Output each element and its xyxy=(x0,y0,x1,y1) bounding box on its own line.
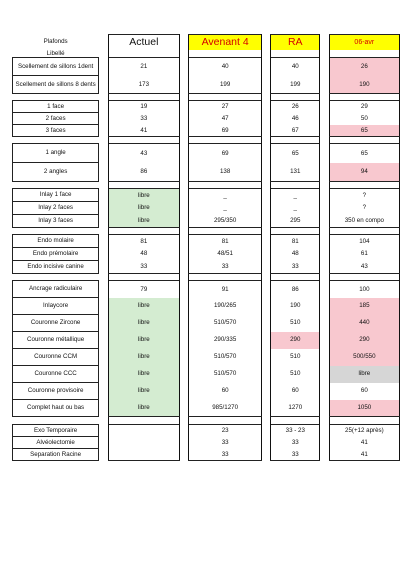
avenant4-cell: 33 xyxy=(189,449,261,461)
date-cell: 29 xyxy=(329,101,399,113)
row-label: 1 face xyxy=(13,101,99,113)
ra-cell: 65 xyxy=(271,144,320,163)
avenant4-cell: 199 xyxy=(189,76,261,94)
actuel-cell: 86 xyxy=(108,163,180,182)
date-cell: 290 xyxy=(329,332,399,349)
date-cell: 61 xyxy=(329,248,399,261)
ra-cell: 33 xyxy=(271,449,320,461)
actuel-cell xyxy=(108,449,180,461)
row-label: 2 faces xyxy=(13,113,99,125)
avenant4-cell: 81 xyxy=(189,235,261,248)
actuel-cell: libre xyxy=(108,189,180,202)
actuel-cell: 33 xyxy=(108,261,180,274)
tariff-table xyxy=(12,34,400,461)
row-label: Couronne provisoire xyxy=(13,383,99,400)
ra-cell: 510 xyxy=(271,366,320,383)
row-label: 1 angle xyxy=(13,144,99,163)
row-label: Couronne Zircone xyxy=(13,315,99,332)
ra-cell: _ xyxy=(271,202,320,215)
tariff-sheet xyxy=(12,34,400,461)
avenant4-cell: _ xyxy=(189,202,261,215)
avenant4-cell: 290/335 xyxy=(189,332,261,349)
row-label: 3 faces xyxy=(13,125,99,137)
date-cell: 500/550 xyxy=(329,349,399,366)
actuel-cell: libre xyxy=(108,202,180,215)
actuel-cell: 19 xyxy=(108,101,180,113)
row-label: Inlay 1 face xyxy=(13,189,99,202)
ra-cell: 33 xyxy=(271,261,320,274)
row-label: Inlay 3 faces xyxy=(13,215,99,228)
date-cell: 26 xyxy=(329,58,399,76)
actuel-cell: libre xyxy=(108,315,180,332)
row-label: Separation Racine xyxy=(13,449,99,461)
row-label: Endo prémolaire xyxy=(13,248,99,261)
date-cell: ? xyxy=(329,202,399,215)
ra-cell: 199 xyxy=(271,76,320,94)
avenant4-cell: 91 xyxy=(189,281,261,298)
actuel-cell xyxy=(108,437,180,449)
ra-cell: 33 - 23 xyxy=(271,425,320,437)
row-label: Endo incisive canine xyxy=(13,261,99,274)
date-cell: 94 xyxy=(329,163,399,182)
date-cell: 60 xyxy=(329,383,399,400)
actuel-header: Actuel xyxy=(108,35,180,50)
date-cell: 185 xyxy=(329,298,399,315)
avenant4-cell: 23 xyxy=(189,425,261,437)
avenant4-cell: 295/350 xyxy=(189,215,261,228)
row-label: Couronne CCC xyxy=(13,366,99,383)
date-cell: 41 xyxy=(329,449,399,461)
date-cell: 104 xyxy=(329,235,399,248)
avenant4-cell: _ xyxy=(189,189,261,202)
avenant4-header: Avenant 4 xyxy=(189,35,261,50)
avenant4-cell: 60 xyxy=(189,383,261,400)
avenant4-cell: 69 xyxy=(189,144,261,163)
date-cell: 50 xyxy=(329,113,399,125)
ra-cell: 46 xyxy=(271,113,320,125)
ra-cell: _ xyxy=(271,189,320,202)
date-cell: 190 xyxy=(329,76,399,94)
actuel-cell: libre xyxy=(108,366,180,383)
avenant4-cell: 510/570 xyxy=(189,366,261,383)
actuel-cell: libre xyxy=(108,383,180,400)
ra-cell: 67 xyxy=(271,125,320,137)
ra-cell: 26 xyxy=(271,101,320,113)
ra-cell: 510 xyxy=(271,315,320,332)
row-label: Endo molaire xyxy=(13,235,99,248)
date-cell: 25(+12 après) xyxy=(329,425,399,437)
ra-cell: 48 xyxy=(271,248,320,261)
actuel-cell: libre xyxy=(108,332,180,349)
avenant4-cell: 190/265 xyxy=(189,298,261,315)
actuel-cell: libre xyxy=(108,298,180,315)
date-header: 06-avr xyxy=(329,35,399,50)
avenant4-cell: 27 xyxy=(189,101,261,113)
date-cell: 350 en compo xyxy=(329,215,399,228)
row-label: Ancrage radiculaire xyxy=(13,281,99,298)
date-cell: 100 xyxy=(329,281,399,298)
ra-header: RA xyxy=(271,35,320,50)
date-cell: 65 xyxy=(329,125,399,137)
ra-cell: 510 xyxy=(271,349,320,366)
date-cell: 43 xyxy=(329,261,399,274)
row-label: Scellement de sillons 1dent xyxy=(13,58,99,76)
actuel-cell: libre xyxy=(108,215,180,228)
avenant4-cell: 47 xyxy=(189,113,261,125)
row-label: Scellement de sillons 8 dents xyxy=(13,76,99,94)
actuel-cell: 21 xyxy=(108,58,180,76)
ra-cell: 60 xyxy=(271,383,320,400)
avenant4-cell: 985/1270 xyxy=(189,400,261,417)
actuel-cell: 173 xyxy=(108,76,180,94)
row-label: 2 angles xyxy=(13,163,99,182)
ra-cell: 1270 xyxy=(271,400,320,417)
plafonds-header: Plafonds xyxy=(43,38,68,46)
actuel-cell: 79 xyxy=(108,281,180,298)
actuel-cell: 41 xyxy=(108,125,180,137)
actuel-cell xyxy=(108,425,180,437)
ra-cell: 131 xyxy=(271,163,320,182)
ra-cell: 81 xyxy=(271,235,320,248)
actuel-cell: 48 xyxy=(108,248,180,261)
avenant4-cell: 510/570 xyxy=(189,349,261,366)
actuel-cell: libre xyxy=(108,400,180,417)
avenant4-cell: 69 xyxy=(189,125,261,137)
date-cell: ? xyxy=(329,189,399,202)
row-label: Exo Temporaire xyxy=(13,425,99,437)
avenant4-cell: 48/51 xyxy=(189,248,261,261)
ra-cell: 86 xyxy=(271,281,320,298)
row-label: Alvéolectomie xyxy=(13,437,99,449)
date-cell: libre xyxy=(329,366,399,383)
date-cell: 1050 xyxy=(329,400,399,417)
date-cell: 65 xyxy=(329,144,399,163)
ra-cell: 290 xyxy=(271,332,320,349)
row-label: Couronne métallique xyxy=(13,332,99,349)
date-cell: 41 xyxy=(329,437,399,449)
row-label: Inlay 2 faces xyxy=(13,202,99,215)
ra-cell: 40 xyxy=(271,58,320,76)
actuel-cell: 43 xyxy=(108,144,180,163)
avenant4-cell: 40 xyxy=(189,58,261,76)
avenant4-cell: 33 xyxy=(189,261,261,274)
avenant4-cell: 510/570 xyxy=(189,315,261,332)
ra-cell: 190 xyxy=(271,298,320,315)
avenant4-cell: 33 xyxy=(189,437,261,449)
row-label: Inlaycore xyxy=(13,298,99,315)
ra-cell: 295 xyxy=(271,215,320,228)
avenant4-cell: 138 xyxy=(189,163,261,182)
ra-cell: 33 xyxy=(271,437,320,449)
date-cell: 440 xyxy=(329,315,399,332)
libelle-label: Libellé xyxy=(46,49,65,57)
row-label: Couronne CCM xyxy=(13,349,99,366)
row-label: Complet haut ou bas xyxy=(13,400,99,417)
actuel-cell: 33 xyxy=(108,113,180,125)
actuel-cell: 81 xyxy=(108,235,180,248)
actuel-cell: libre xyxy=(108,349,180,366)
